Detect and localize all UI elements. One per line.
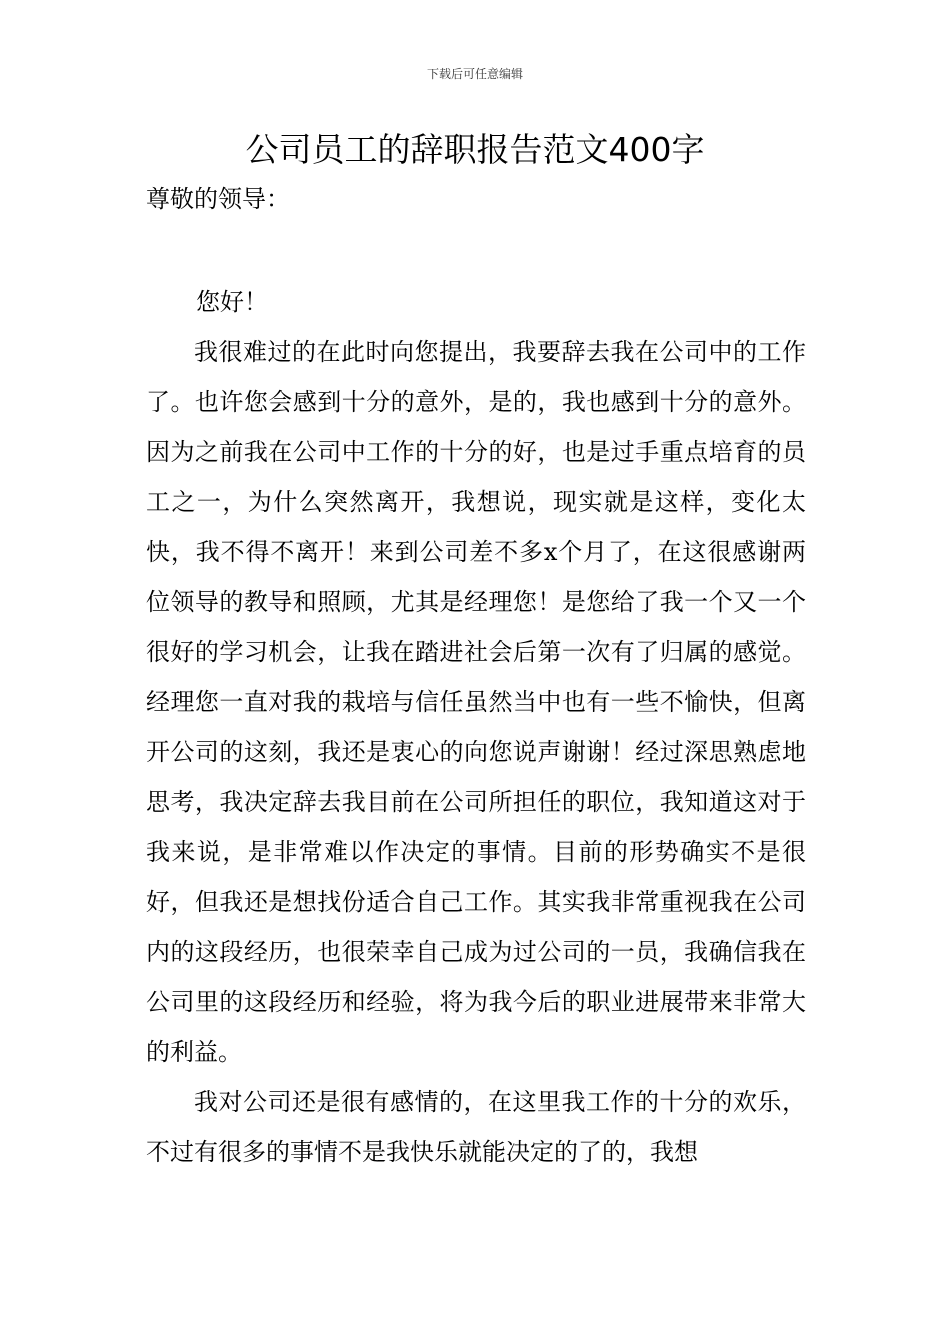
header-note: 下载后可任意编辑 [426, 67, 523, 81]
page-title: 公司员工的辞职报告范文400字 [245, 130, 705, 169]
salutation: 尊敬的领导： [146, 185, 290, 213]
greeting: 您好！ [196, 288, 268, 316]
letter-body [146, 277, 806, 1177]
paragraph: 我很难过的在此时向您提出，我要辞去我在公司中的工作了。也许您会感到十分的意外，是的，我也感到十分的意外。因为之前我在公司中工作的十分的好，也是过手重点培育的员工之一，为什么突然离开，我想说，现实就是这样，变化太快，我不得不离开！来到公司差不多x个月了，在这很感谢两位领导的教导和照顾，尤其是经理您！是您给了我一个又一个很好的学习机会，让我在踏进社会后第一次有了归属的感觉。经理您一直对我的栽培与信任虽然当中也有一些不愉快，但离开公司的这刻，我还是衷心的向您说声谢谢！经过深思熟虑地思考，我决定辞去我目前在公司所担任的职位，我知道这对于我来说，是非常难以作决定的事情。目前的形势确实不是很好，但我还是想找份适合自己工作。其实我非常重视我在公司内的这段经历，也很荣幸自己成为过公司的一员，我确信我在公司里的这段经历和经验，将为我今后的职业进展带来非常大的利益。 [146, 338, 806, 1066]
paragraph: 我对公司还是很有感情的，在这里我工作的十分的欢乐，不过有很多的事情不是我快乐就能决定的了的，我想 [146, 1088, 806, 1166]
